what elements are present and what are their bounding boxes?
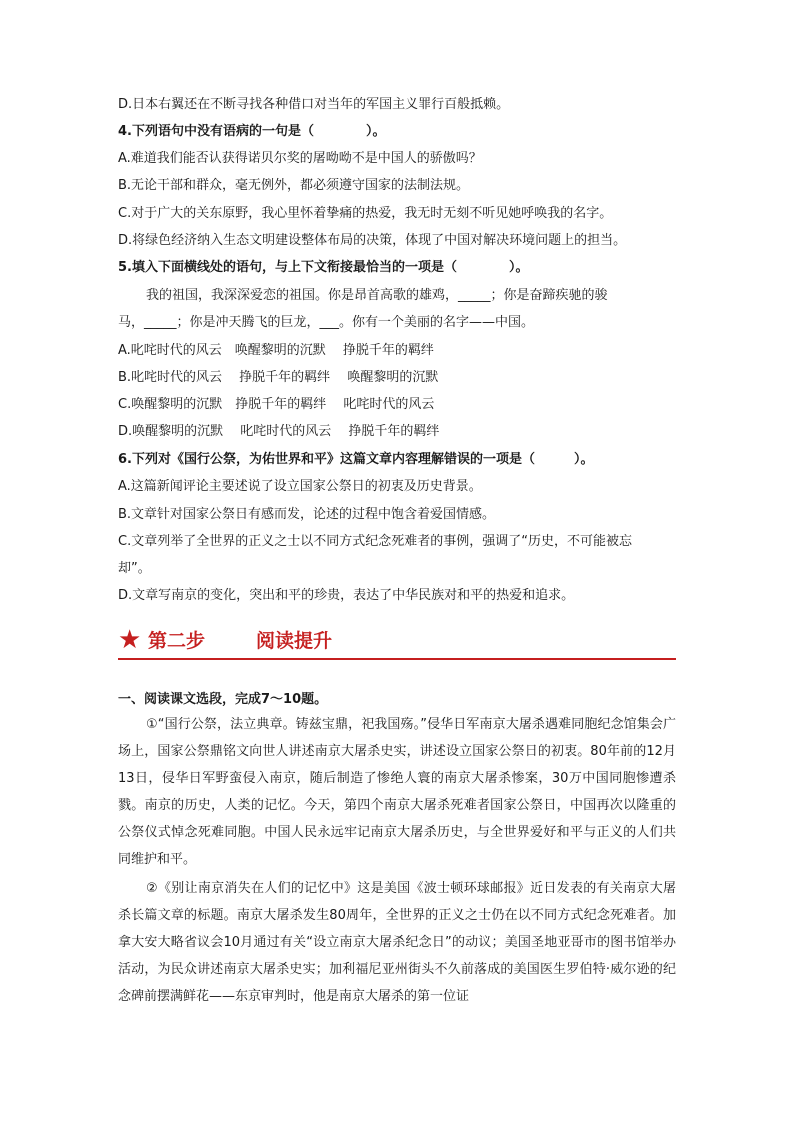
q6-option-d: D.文章写南京的变化，突出和平的珍贵，表达了中华民族对和平的热爱和追求。 — [118, 588, 575, 603]
q4-stem: 4.下列语句中没有语病的一句是（ ）。 — [118, 124, 386, 139]
section-title: 阅读提升 — [256, 630, 333, 652]
q4-option-a: A.难道我们能否认获得诺贝尔奖的屠呦呦不是中国人的骄傲吗？ — [118, 151, 482, 166]
q3-option-d: D.日本右翼还在不断寻找各种借口对当年的军国主义罪行百般抵赖。 — [118, 97, 510, 112]
q6-option-c-line-2: 却”。 — [118, 561, 151, 576]
q6-option-b: B.文章针对国家公祭日有感而发，论述的过程中饱含着爱国情感。 — [118, 507, 496, 522]
reading-paragraph-1: ①“国行公祭，法立典章。铸兹宝鼎，祀我国殇。”侵华日军南京大屠杀遇难同胞纪念馆集会广场上，国家公祭鼎铭文向世人讲述南京大屠杀史实，讲述设立国家公祭日的初衷。80年前的12月13日，侵华日军野蛮侵入南京，随后制造了惨绝人寰的南京大屠杀惨案，30万中国同胞惨遭杀戮。南京的历史，人类的记忆。今天，第四个南京大屠杀死难者国家公祭日，中国再次以隆重的公祭仪式悼念死难同胞。中国人民永远牢记南京大屠杀历史，与全世界爱好和平与正义的人们共同维护和平。 — [118, 717, 676, 867]
q6-stem: 6.下列对《国行公祭，为佑世界和平》这篇文章内容理解错误的一项是（ ）。 — [118, 452, 594, 467]
q5-option-a: A.叱咤时代的风云 唤醒黎明的沉默 挣脱千年的羁绊 — [118, 343, 434, 358]
q4-option-d: D.将绿色经济纳入生态文明建设整体布局的决策，体现了中国对解决环境问题上的担当。 — [118, 233, 627, 248]
reading-paragraph-2: ②《别让南京消失在人们的记忆中》这是美国《波士顿环球邮报》近日发表的有关南京大屠杀长篇文章的标题。南京大屠杀发生80周年，全世界的正义之士仍在以不同方式纪念死难者。加拿大安大略省议会10月通过有关“设立南京大屠杀纪念日”的动议；美国圣地亚哥市的图书馆举办活动，为民众讲述南京大屠杀史实；加利福尼亚州街头不久前落成的美国医生罗伯特·威尔逊的纪念碑前摆满鲜花——东京审判时，他是南京大屠杀的第一位证 — [118, 881, 676, 1004]
q5-option-c: C.唤醒黎明的沉默 挣脱千年的羁绊 叱咤时代的风云 — [118, 397, 435, 412]
section-header — [118, 626, 676, 660]
q4-option-b: B.无论干部和群众，毫无例外，都必须遵守国家的法制法规。 — [118, 178, 470, 193]
q5-passage-line-1: 我的祖国，我深深爱恋的祖国。你是昂首高歌的雄鸡，_____；你是奋蹄疾驰的骏 — [146, 288, 608, 303]
q5-stem: 5.填入下面横线处的语句，与上下文衔接最恰当的一项是（ ）。 — [118, 260, 529, 275]
q5-option-b: B.叱咤时代的风云 挣脱千年的羁绊 唤醒黎明的沉默 — [118, 370, 439, 385]
q6-option-a: A.这篇新闻评论主要述说了设立国家公祭日的初衷及历史背景。 — [118, 479, 482, 494]
section-step: 第二步 — [148, 630, 206, 652]
q6-option-c-line-1: C.文章列举了全世界的正义之士以不同方式纪念死难者的事例，强调了“历史，不可能被忘 — [118, 534, 632, 549]
star-icon: ★ — [118, 625, 142, 655]
q5-passage-line-2: 马，_____；你是冲天腾飞的巨龙，___。你有一个美丽的名字——中国。 — [118, 315, 535, 330]
q4-option-c: C.对于广大的关东原野，我心里怀着挚痛的热爱，我无时无刻不听见她呼唤我的名字。 — [118, 206, 613, 221]
q5-option-d: D.唤醒黎明的沉默 叱咤时代的风云 挣脱千年的羁绊 — [118, 424, 440, 439]
reading-instruction: 一、阅读课文选段，完成7～10题。 — [118, 692, 328, 707]
